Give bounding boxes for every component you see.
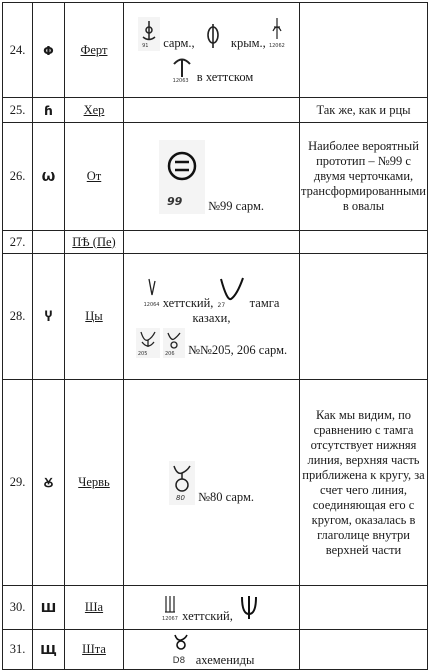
figure-number: 27 [217,302,226,309]
note [300,3,428,98]
caption: №80 сарм. [198,489,255,504]
tamga-figure [170,55,194,85]
caption-crimea: крым., [230,36,266,50]
row-number: 28. [3,254,33,380]
tamga-examples [124,123,300,231]
tamga-examples [124,98,300,123]
caption-tamga: тамга [249,296,280,310]
glagolitic-letter: ɦ [33,98,65,123]
figure-number: 99 [166,194,183,208]
row-number: 27. [3,231,33,254]
glagolitic-letter: Ⴤ [33,254,65,380]
tamga-examples [124,586,300,630]
tamga-figure [236,592,262,624]
row-number: 25. [3,98,33,123]
note: Наиболее вероятный прототип – №99 с двумя черточками, трансформированными в овалы [300,123,428,231]
tamga-figure [198,21,228,51]
note: Так же, как и рцы [300,98,428,123]
tamga-examples [124,231,300,254]
glyph-comparison-table [2,2,428,670]
tamga-figure [163,328,185,358]
tamga-examples [124,380,300,586]
glagolitic-letter: Ш [33,586,65,630]
figure-number: 206 [164,351,175,357]
glagolitic-letter: Φ [33,3,65,98]
table-row [3,380,428,586]
tamga-figure [159,140,205,214]
glagolitic-letter: Ꙋ [33,380,65,586]
tamga-figure [169,632,193,668]
table-row [3,98,428,123]
tamga-figure [136,328,160,358]
glagolitic-letter [33,231,65,254]
caption: №99 сарм. [208,198,265,213]
tamga-examples [124,3,300,98]
row-number: 29. [3,380,33,586]
letter-name: Ша [65,586,124,630]
letter-name: ПѢ (Пе) [65,231,124,254]
letter-name: Ферт [65,3,124,98]
tamga-figure [161,592,179,624]
tamga-figure [138,17,160,51]
figure-number: D8 [172,655,186,666]
tamga-figure [144,275,160,311]
caption-sarm: №№205, 206 сарм. [188,343,288,357]
letter-name: От [65,123,124,231]
figure-number: 91 [142,43,149,49]
row-number: 31. [3,630,33,670]
tamga-examples [124,630,300,670]
table-row [3,586,428,630]
caption-hittite: хеттский, [162,296,214,310]
caption-hittite: в хеттском [196,70,254,84]
figure-number: 12067 [162,615,178,622]
caption: ахемениды [195,652,255,667]
note [300,254,428,380]
table-row [3,3,428,98]
tamga-examples [124,254,300,380]
letter-name: Червь [65,380,124,586]
table-row [3,231,428,254]
figure-number: 12063 [172,78,189,84]
letter-name: Шта [65,630,124,670]
tamga-figure [217,275,247,311]
table-row [3,630,428,670]
note [300,231,428,254]
figure-number: 80 [175,493,185,502]
letter-name: Хер [65,98,124,123]
caption: хеттский, [182,608,233,623]
row-number: 26. [3,123,33,231]
figure-number: 12064 [143,302,160,308]
table-row [3,123,428,231]
figure-number: 12062 [268,43,285,49]
row-number: 24. [3,3,33,98]
caption-sarm: сарм., [163,36,195,50]
tamga-figure [269,15,285,51]
caption-kazakh: казахи, [192,311,231,325]
note: Как мы видим, по сравнению с тамга отсутствует нижняя линия, верхняя часть приближена к кругу, за счет чего линия, соединяющая его с кругом, оказалась в глаголице внутри верхней части [300,380,428,586]
letter-name: Цы [65,254,124,380]
glagolitic-letter: Щ [33,630,65,670]
figure-number: 205 [137,351,148,357]
row-number: 30. [3,586,33,630]
note [300,630,428,670]
table-row [3,254,428,380]
note [300,586,428,630]
glagolitic-letter: Ѡ [33,123,65,231]
tamga-figure [169,461,195,505]
